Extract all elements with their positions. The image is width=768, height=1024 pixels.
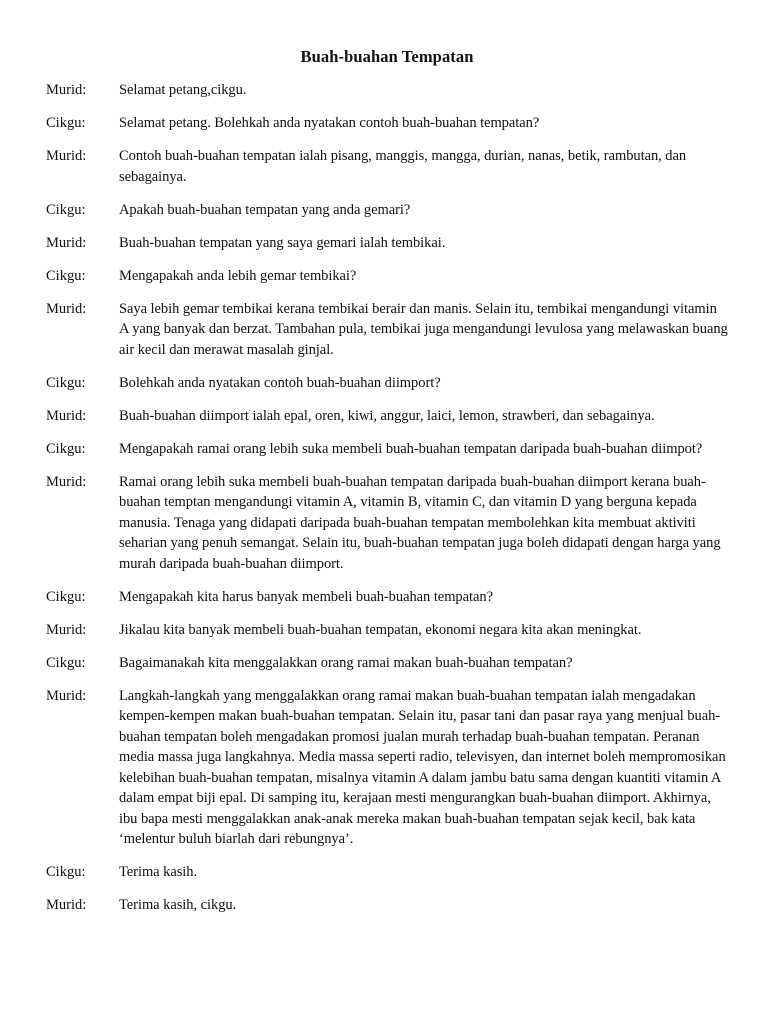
utterance-text: Terima kasih. [119,864,198,880]
speaker-label: Murid: [46,687,87,704]
utterance-text: Langkah-langkah yang menggalakkan orang ramai makan buah-buahan tempatan ialah mengadakan kempen-kempen makan buah-buahan tempatan. Selain itu, pasar tani dan pasar raya yang menjual buah-buahan tempatan boleh mengadakan promosi jualan murah terhadap buah-buahan tempatan. Peranan media massa juga langkahnya. Media massa seperti radio, televisyen, dan internet boleh mempromosikan kelebihan buah-buahan tempatan, misalnya vitamin A dalam jambu batu sama dengan kuantiti vitamin A dalam empat biji epal. Di samping itu, kerajaan mesti mengurangkan buah-buahan diimport. Akhirnya, ibu bapa mesti menggalakkan anak-anak mereka makan buah-buahan tempatan sejak kecil, bak kata ‘melentur buluh biarlah dari rebungnya’. [119,687,726,847]
speaker-label: Murid: [46,897,87,913]
speaker-label: Murid: [46,473,87,490]
speaker-label: Cikgu: [46,374,86,391]
dialogue-turn [46,653,728,674]
utterance-text: Selamat petang,cikgu. [119,82,247,98]
dialogue-turn [46,80,728,101]
dialogue-turn [46,862,728,883]
utterance-text: Saya lebih gemar tembikai kerana tembikai berair dan manis. Selain itu, tembikai mengandungi vitamin A yang banyak dan berzat. Tambahan pula, tembikai juga mengandungi levulosa yang melawaskan buang air kecil dan merawat masalah ginjal. [119,300,728,358]
dialogue-list [46,80,728,916]
utterance-text: Buah-buahan tempatan yang saya gemari ialah tembikai. [119,234,446,251]
dialogue-turn [46,620,728,641]
utterance-text: Selamat petang. Bolehkah anda nyatakan contoh buah-buahan tempatan? [119,115,540,131]
utterance-text: Bagaimanakah kita menggalakkan orang ramai makan buah-buahan tempatan? [119,654,573,671]
dialogue-turn [46,373,728,394]
utterance-text: Buah-buahan diimport ialah epal, oren, kiwi, anggur, laici, lemon, strawberi, dan sebagainya. [119,407,655,424]
utterance-text: Mengapakah kita harus banyak membeli buah-buahan tempatan? [119,588,493,605]
dialogue-turn [46,686,728,850]
speaker-label: Cikgu: [46,654,86,671]
dialogue-turn [46,146,728,187]
dialogue-turn [46,233,728,254]
speaker-label: Cikgu: [46,440,86,457]
utterance-text: Mengapakah ramai orang lebih suka membeli buah-buahan tempatan daripada buah-buahan diimpot? [119,440,703,457]
utterance-text: Terima kasih, cikgu. [119,897,237,913]
speaker-label: Cikgu: [46,588,86,605]
speaker-label: Cikgu: [46,115,86,131]
speaker-label: Murid: [46,300,87,317]
speaker-label: Murid: [46,82,87,98]
dialogue-turn [46,266,728,287]
dialogue-turn [46,472,728,575]
utterance-text: Apakah buah-buahan tempatan yang anda gemari? [119,201,411,218]
speaker-label: Murid: [46,407,87,424]
dialogue-turn [46,587,728,608]
speaker-label: Cikgu: [46,267,86,284]
dialogue-turn [46,113,728,134]
document-title: Buah-buahan Tempatan [300,47,474,66]
dialogue-turn [46,200,728,221]
utterance-text: Contoh buah-buahan tempatan ialah pisang, manggis, mangga, durian, nanas, betik, rambutan, dan sebagainya. [119,148,687,185]
dialogue-turn [46,439,728,460]
dialogue-turn [46,299,728,361]
utterance-text: Bolehkah anda nyatakan contoh buah-buahan diimport? [119,374,441,391]
dialogue-turn [46,406,728,427]
utterance-text: Ramai orang lebih suka membeli buah-buahan tempatan daripada buah-buahan diimport kerana buah-buahan temptan mengandungi vitamin A, vitamin B, vitamin C, dan vitamin D yang berguna kepada manusia. Tenaga yang didapati daripada buah-buahan tempatan membolehkan kita membuat aktiviti seharian yang penuh semangat. Selain itu, buah-buahan tempatan juga boleh didapati dengan harga yang murah daripada buah-buahan diimport. [119,473,721,572]
utterance-text: Mengapakah anda lebih gemar tembikai? [119,267,357,284]
speaker-label: Murid: [46,621,87,638]
speaker-label: Murid: [46,148,87,164]
speaker-label: Cikgu: [46,864,86,880]
dialogue-turn [46,895,728,916]
utterance-text: Jikalau kita banyak membeli buah-buahan tempatan, ekonomi negara kita akan meningkat. [119,621,642,638]
speaker-label: Murid: [46,234,87,251]
speaker-label: Cikgu: [46,201,86,218]
